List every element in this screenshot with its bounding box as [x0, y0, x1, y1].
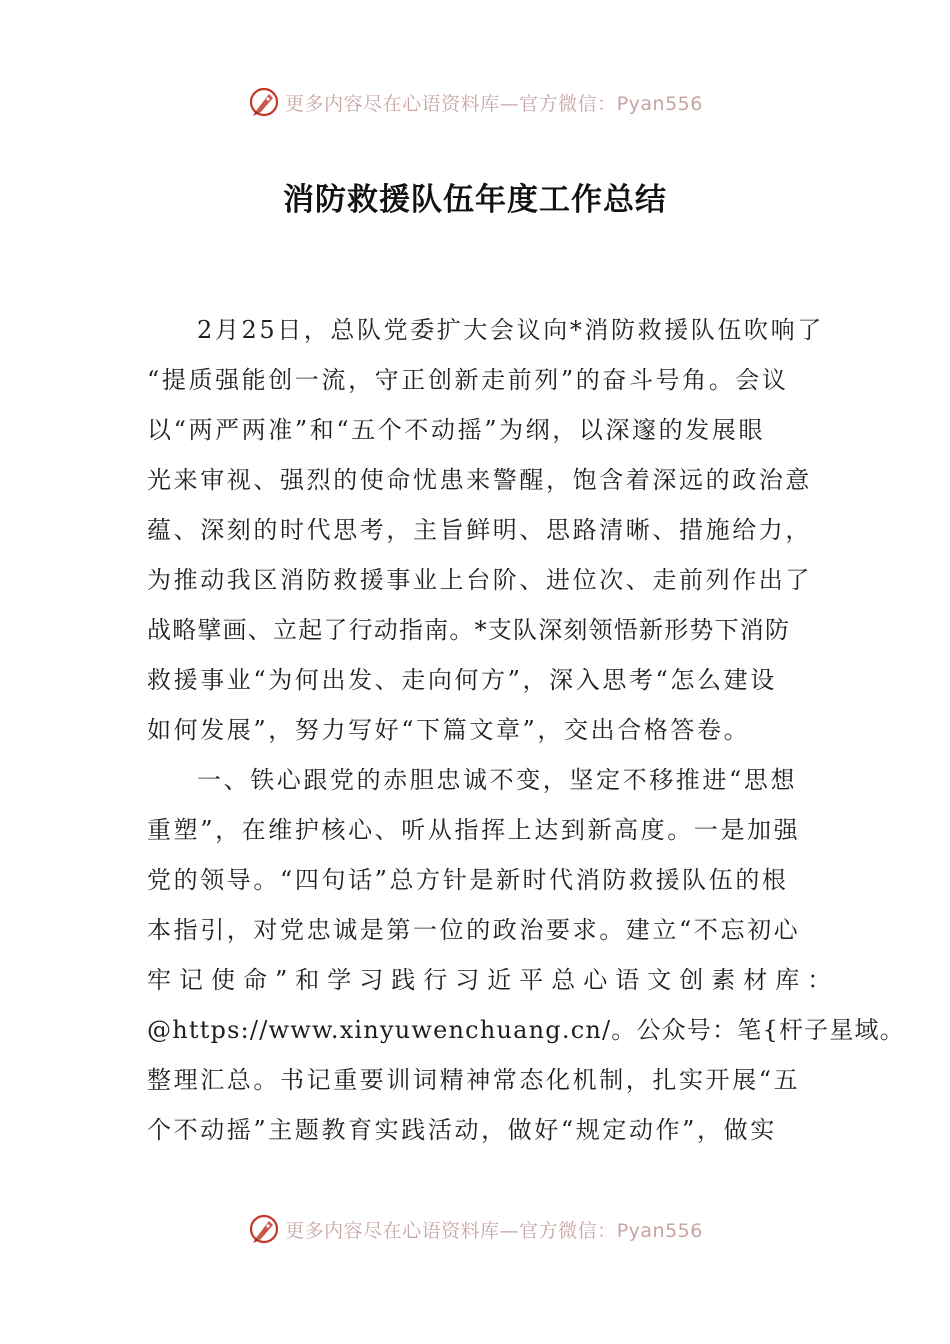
paragraph-line: “提质强能创一流，守正创新走前列”的奋斗号角。会议: [147, 366, 789, 394]
document-title: 消防救援队伍年度工作总结: [283, 182, 667, 218]
paragraph-line: 救援事业“为何出发、走向何方”，深入思考“怎么建设: [147, 666, 777, 694]
top-banner: [0, 82, 950, 122]
paragraph-line: 如何发展”，努力写好“下篇文章”，交出合格答卷。: [147, 716, 751, 744]
paragraph-line: 党的领导。“四句话”总方针是新时代消防救援队伍的根: [147, 866, 789, 894]
url-line: @https://www.xinyuwenchuang.cn/。公众号：笔{杆子星域。: [147, 1016, 905, 1044]
paragraph-line: 蕴、深刻的时代思考，主旨鲜明、思路清晰、措施给力，: [147, 516, 812, 544]
paragraph-line: 为推动我区消防救援事业上台阶、进位次、走前列作出了: [147, 566, 812, 594]
banner-text: 更多内容尽在心语资料库—官方微信：Pyan556: [285, 92, 703, 115]
paragraph-line: 战略擘画、立起了行动指南。*支队深刻领悟新形势下消防: [147, 616, 791, 644]
paragraph-line: 以“两严两准”和“五个不动摇”为纲，以深邃的发展眼: [147, 416, 766, 444]
document-body: [147, 305, 905, 1155]
paragraph-line: 光来审视、强烈的使命忧患来警醒，饱含着深远的政治意: [147, 466, 812, 494]
bottom-banner: [0, 1209, 950, 1249]
paragraph-line: 本指引，对党忠诚是第一位的政治要求。建立“不忘初心: [147, 916, 801, 944]
paragraph-line: 一、铁心跟党的赤胆忠诚不变，坚定不移推进“思想: [197, 766, 798, 794]
pen-nib-logo-icon: [247, 1212, 281, 1246]
paragraph-line: 2月25日，总队党委扩大会议向*消防救援队伍吹响了: [197, 316, 824, 344]
banner-text: 更多内容尽在心语资料库—官方微信：Pyan556: [285, 1219, 703, 1242]
paragraph-line: 个不动摇”主题教育实践活动，做好“规定动作”，做实: [147, 1116, 777, 1144]
paragraph-line: 重塑”，在维护核心、听从指挥上达到新高度。一是加强: [147, 816, 801, 844]
paragraph-line: 牢记使命”和学习践行习近平总心语文创素材库：: [147, 966, 840, 994]
pen-nib-logo-icon: [247, 85, 281, 119]
paragraph-line: 整理汇总。书记重要训词精神常态化机制，扎实开展“五: [147, 1066, 801, 1094]
